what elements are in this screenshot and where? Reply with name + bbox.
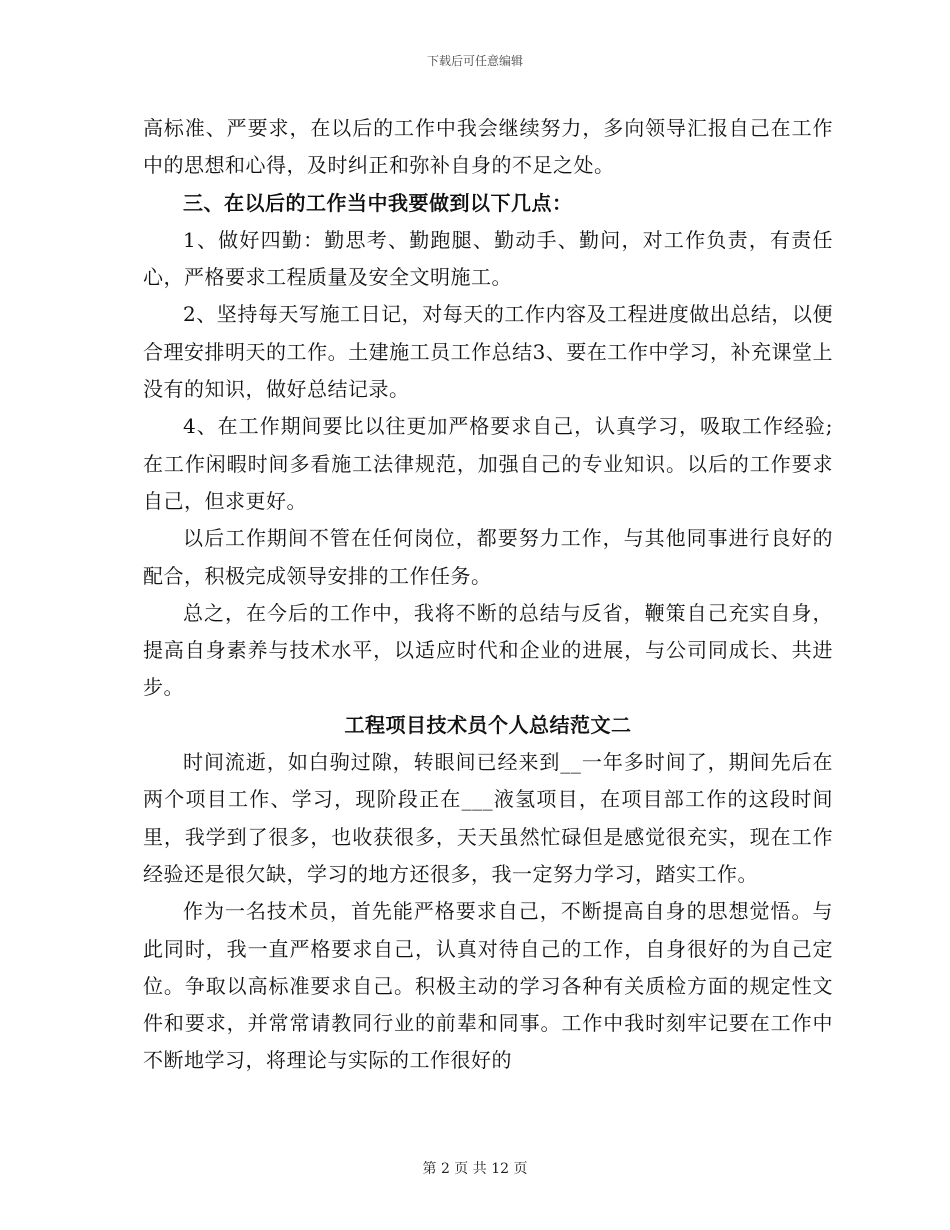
header-note: 下载后可任意编辑 (426, 54, 523, 68)
paragraph-summary: 总之，在今后的工作中，我将不断的总结与反省，鞭策自己充实自身，提高自身素养与技术水平，以适应时代和企业的进展，与公司同成长、共进步。 (143, 600, 833, 700)
list-item-1: 1、做好四勤：勤思考、勤跑腿、勤动手、勤问，对工作负责，有责任心，严格要求工程质量及安全文明施工。 (143, 227, 833, 290)
section-heading-3: 三、在以后的工作当中我要做到以下几点： (183, 190, 573, 215)
article-title-2: 工程项目技术员个人总结范文二 (344, 712, 632, 737)
list-item-4: 4、在工作期间要比以往更加严格要求自己，认真学习，吸取工作经验;在工作闲暇时间多看施工法律规范，加强自己的专业知识。以后的工作要求自己，但求更好。 (143, 414, 833, 513)
paragraph-after-list: 以后工作期间不管在任何岗位，都要努力工作，与其他同事进行良好的配合，积极完成领导安排的工作任务。 (143, 526, 833, 588)
paragraph-continuation: 高标准、严要求，在以后的工作中我会继续努力，多向领导汇报自己在工作中的思想和心得，及时纠正和弥补自身的不足之处。 (143, 116, 833, 178)
list-item-2: 2、坚持每天写施工日记，对每天的工作内容及工程进度做出总结，以便合理安排明天的工作。土建施工员工作总结3、要在工作中学习，补充课堂上没有的知识，做好总结记录。 (143, 302, 833, 402)
paragraph-technician: 作为一名技术员，首先能严格要求自己，不断提高自身的思想觉悟。与此同时，我一直严格要求自己，认真对待自己的工作，自身很好的为自己定位。争取以高标准要求自己。积极主动的学习各种有关质检方面的规定性文件和要求，并常常请教同行业的前辈和同事。工作中我时刻牢记要在工作中不断地学习，将理论与实际的工作很好的 (143, 899, 833, 1073)
paragraph-time: 时间流逝，如白驹过隙，转眼间已经来到__一年多时间了，期间先后在两个项目工作、学习，现阶段正在___液氢项目，在项目部工作的这段时间里，我学到了很多，也收获很多，天天虽然忙碌但是感觉很充实，现在工作经验还是很欠缺，学习的地方还很多，我一定努力学习，踏实工作。 (143, 750, 833, 886)
page-footer: 第 2 页 共 12 页 (422, 1161, 528, 1177)
document-body (143, 110, 833, 1080)
